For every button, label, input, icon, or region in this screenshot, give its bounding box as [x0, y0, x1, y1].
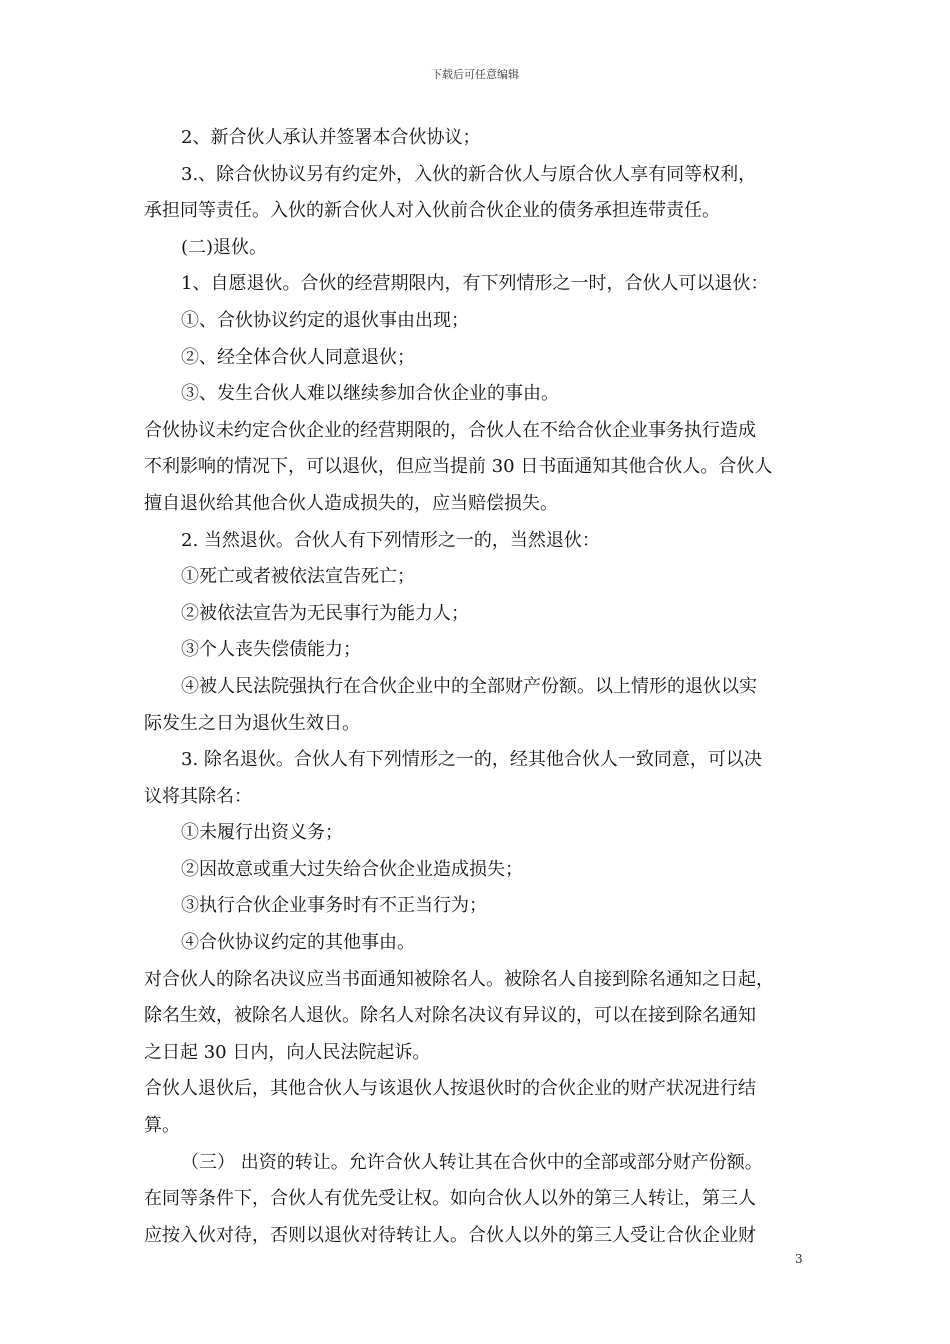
- list-item: ①死亡或者被依法宣告死亡；: [181, 566, 415, 588]
- list-item: ④被人民法院强执行在合伙企业中的全部财产份额。以上情形的退伙以实: [181, 675, 757, 697]
- paragraph-line: 除名生效，被除名人退伙。除名人对除名决议有异议的，可以在接到除名通知: [144, 1005, 756, 1027]
- paragraph-line: 2、新合伙人承认并签署本合伙协议；: [181, 127, 481, 148]
- paragraph-line: 之日起 30 日内，向人民法院起诉。: [144, 1041, 431, 1063]
- list-item: ②被依法宣告为无民事行为能力人；: [181, 602, 469, 624]
- paragraph-line: 算。: [144, 1115, 180, 1137]
- document-body: [144, 124, 808, 1258]
- list-item: ④合伙协议约定的其他事由。: [181, 932, 415, 954]
- list-item: ③个人丧失偿债能力；: [181, 639, 361, 661]
- paragraph-line: 合伙协议未约定合伙企业的经营期限的，合伙人在不给合伙企业事务执行造成: [144, 419, 756, 441]
- paragraph-line: 承担同等责任。入伙的新合伙人对入伙前合伙企业的债务承担连带责任。: [144, 200, 720, 222]
- section-heading: (二)退伙。: [181, 236, 268, 258]
- paragraph-line: 际发生之日为退伙生效日。: [144, 712, 360, 734]
- paragraph-line: 对合伙人的除名决议应当书面通知被除名人。被除名人自接到除名通知之日起，: [144, 968, 774, 990]
- section-heading: （三） 出资的转让。允许合伙人转让其在合伙中的全部或部分财产份额。: [181, 1151, 763, 1173]
- list-item: ②、经全体合伙人同意退伙；: [181, 346, 415, 368]
- paragraph-line: 1、自愿退伙。合伙的经营期限内，有下列情形之一时，合伙人可以退伙：: [181, 273, 769, 295]
- page-header: 下载后可任意编辑: [431, 68, 519, 81]
- paragraph-line: 议将其除名：: [144, 785, 252, 807]
- paragraph-line: 擅自退伙给其他合伙人造成损失的，应当赔偿损失。: [144, 492, 558, 514]
- paragraph-line: 2. 当然退伙。合伙人有下列情形之一的，当然退伙：: [181, 529, 600, 551]
- page-number: 3: [795, 1252, 803, 1266]
- list-item: ①未履行出资义务；: [181, 822, 343, 844]
- paragraph-line: 合伙人退伙后，其他合伙人与该退伙人按退伙时的合伙企业的财产状况进行结: [144, 1078, 756, 1100]
- list-item: ③、发生合伙人难以继续参加合伙企业的事由。: [181, 383, 559, 405]
- paragraph-line: 在同等条件下，合伙人有优先受让权。如向合伙人以外的第三人转让，第三人: [144, 1188, 756, 1210]
- paragraph-line: 3. 除名退伙。合伙人有下列情形之一的，经其他合伙人一致同意，可以决: [181, 749, 762, 771]
- paragraph-line: 不利影响的情况下，可以退伙，但应当提前 30 日书面通知其他合伙人。合伙人: [144, 456, 773, 478]
- paragraph-line: 3.、除合伙协议另有约定外，入伙的新合伙人与原合伙人享有同等权利，: [181, 163, 757, 185]
- paragraph-line: 应按入伙对待，否则以退伙对待转让人。合伙人以外的第三人受让合伙企业财: [144, 1224, 756, 1246]
- list-item: ②因故意或重大过失给合伙企业造成损失；: [181, 858, 523, 880]
- list-item: ①、合伙协议约定的退伙事由出现；: [181, 309, 469, 331]
- list-item: ③执行合伙企业事务时有不正当行为；: [181, 895, 487, 917]
